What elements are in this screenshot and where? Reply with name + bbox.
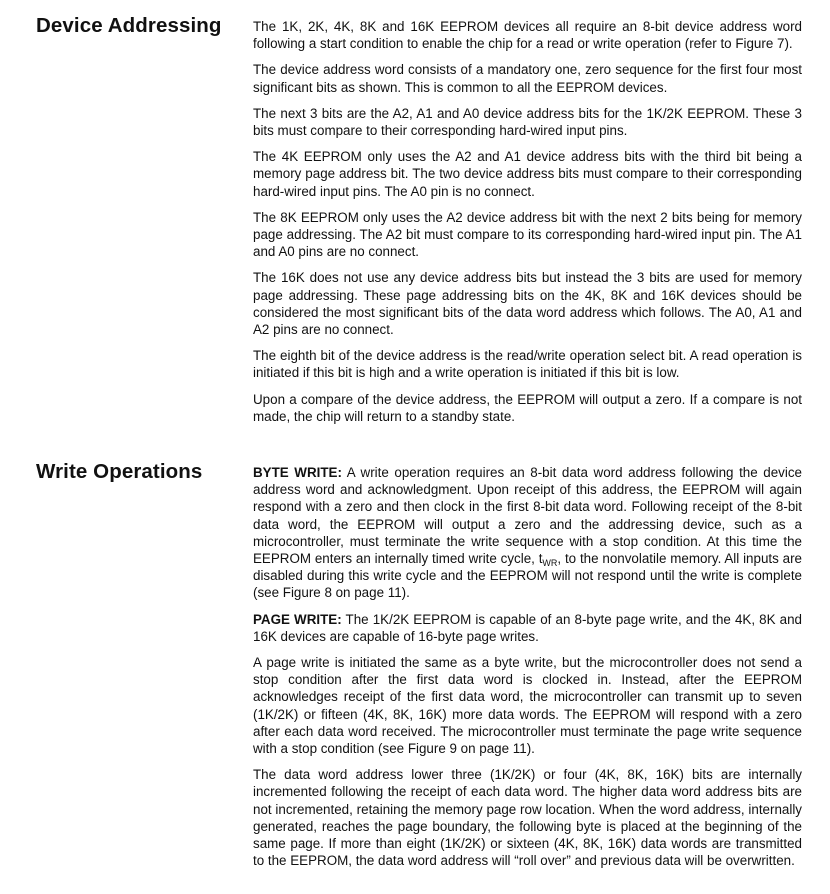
paragraph: The device address word consists of a mandatory one, zero sequence for the first four most significant bits as shown. This is common to all the EEPROM devices. [253, 62, 802, 95]
byte-write-text-end: , to the nonvolatile memory. All inputs are disabled during this write cycle and the EEPROM will not respond until the write is complete (see Figure 8 on page 11). [253, 551, 802, 601]
paragraph: The 4K EEPROM only uses the A2 and A1 device address bits with the third bit being a memory page address bit. The two device address bits must compare to their corresponding hard-wired input pins. The A0 pin is no connect. [253, 149, 802, 199]
device-addressing-body [253, 18, 802, 434]
paragraph: The eighth bit of the device address is the read/write operation select bit. A read operation is initiated if this bit is high and a write operation is initiated if this bit is low. [253, 348, 802, 381]
page-write-text: The 1K/2K EEPROM is capable of an 8-byte page write, and the 4K, 8K and 16K devices are capable of 16-byte page writes. [253, 611, 803, 644]
page-write-paragraph [253, 611, 802, 645]
paragraph: The data word address lower three (1K/2K) or four (4K, 8K, 16K) bits are internally incremented following the receipt of each data word. The higher data word address bits are not incremented, retaining the memory page row location. When the word address, internally generated, reaches the page boundary, the following byte is placed at the beginning of the same page. If more than eight (1K/2K) or sixteen (4K, 8K, 16K) data words are transmitted to the EEPROM, the data word address will “roll over” and previous data will be overwritten. [253, 767, 802, 869]
page-write-lead: PAGE WRITE: [253, 611, 342, 627]
paragraph: The 16K does not use any device address bits but instead the 3 bits are used for memory page addressing. These page addressing bits on the 4K, 8K and 16K devices should be considered the most significant bits of the data word address which follows. The A0, A1 and A2 pins are no connect. [253, 270, 802, 338]
paragraph: A page write is initiated the same as a byte write, but the microcontroller does not send a stop condition after the first data word is clocked in. Instead, after the EEPROM acknowledges receipt of the first data word, the microcontroller can transmit up to seven (1K/2K) or fifteen (4K, 8K, 16K) more data words. The EEPROM will respond with a zero after each data word received. The microcontroller must terminate the page write sequence with a stop condition (see Figure 9 on page 11). [253, 655, 802, 757]
write-operations-body [253, 464, 802, 878]
byte-write-text: A write operation requires an 8-bit data word address following the device address word and acknowledgment. Upon receipt of this address, the EEPROM will again respond with a zero and then clock in the first 8-bit data word. Following receipt of the 8-bit data word, the EEPROM will output a zero and the addressing device, such as a microcontroller, must terminate the write sequence with a stop condition. At this time the EEPROM enters an internally timed write cycle, t [253, 465, 802, 567]
write-operations-heading: Write Operations [36, 460, 203, 483]
byte-write-lead: BYTE WRITE: [253, 465, 342, 480]
byte-write-paragraph [253, 464, 802, 602]
device-addressing-heading: Device Addressing [36, 14, 222, 37]
paragraph: Upon a compare of the device address, the EEPROM will output a zero. If a compare is not made, the chip will return to a standby state. [253, 391, 802, 424]
paragraph: The 8K EEPROM only uses the A2 device address bit with the next 2 bits being for memory page addressing. The A2 bit must compare to its corresponding hard-wired input pin. The A1 and A0 pins are no connect. [253, 209, 802, 260]
paragraph: The 1K, 2K, 4K, 8K and 16K EEPROM devices all require an 8-bit device address word following a start condition to enable the chip for a read or write operation (refer to Figure 7). [253, 19, 802, 52]
paragraph: The next 3 bits are the A2, A1 and A0 device address bits for the 1K/2K EEPROM. These 3 bits must compare to their corresponding hard-wired input pins. [253, 105, 802, 139]
twr-subscript: WR [542, 558, 558, 569]
